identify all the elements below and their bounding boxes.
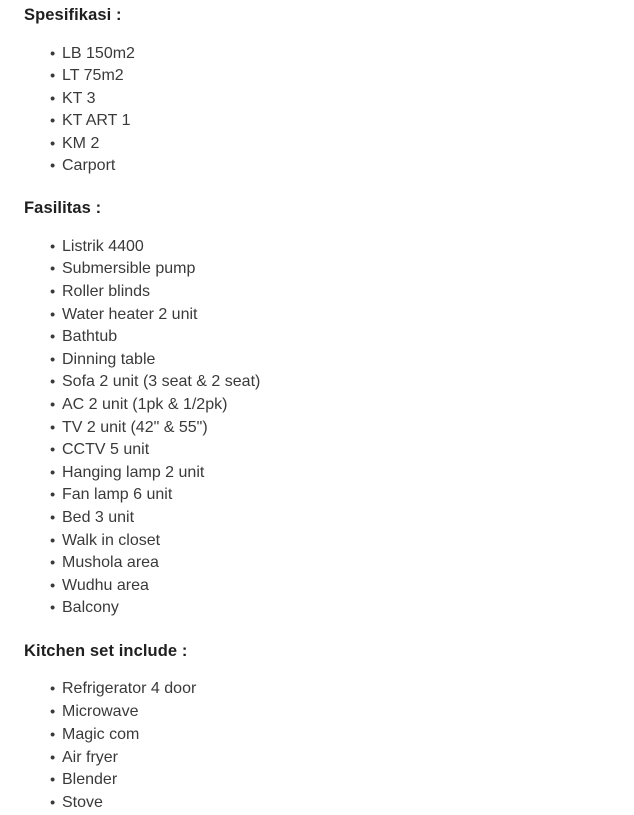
list-item-label: AC 2 unit (1pk & 1/2pk) [62,395,228,413]
list-item-label: Stove [62,794,103,812]
section-title-spesifikasi: Spesifikasi : [24,6,122,24]
spacer [24,220,610,236]
bullet-icon: • [50,67,56,85]
list-item-label: Water heater 2 unit [62,305,198,323]
list-item-label: Walk in closet [62,531,161,549]
list-item-label: Fan lamp 6 unit [62,486,173,504]
list-item [24,574,610,597]
bullet-icon: • [50,238,56,256]
list-item-label: Roller blinds [62,283,151,301]
bullet-icon: • [50,283,56,301]
list-item [24,371,610,394]
bullet-icon: • [50,328,56,346]
bullet-icon: • [50,771,56,789]
bullet-icon: • [50,306,56,324]
section-spesifikasi [24,4,610,177]
spacer [24,26,610,42]
list-item [24,416,610,439]
list-item [24,678,610,701]
list-item-label: Balcony [62,599,119,617]
list-item-label: Submersible pump [62,260,196,278]
bullet-icon: • [50,554,56,572]
list-item [24,42,610,65]
list-item-label: Hanging lamp 2 unit [62,463,205,481]
spacer [24,620,610,640]
bullet-icon: • [50,703,56,721]
bullet-icon: • [50,532,56,550]
section-kitchen-set [24,640,610,815]
bullet-icon: • [50,351,56,369]
list-item-label: Mushola area [62,554,159,572]
list-item [24,723,610,746]
list-item [24,597,610,620]
list-item-label: CCTV 5 unit [62,441,150,459]
bullet-icon: • [50,157,56,175]
list-item [24,326,610,349]
list-item [24,746,610,769]
list-item-label: Wudhu area [62,576,149,594]
list-item-label: Bathtub [62,328,118,346]
bullet-icon: • [50,419,56,437]
bullet-icon: • [50,260,56,278]
list-item [24,236,610,259]
list-item-label: Listrik 4400 [62,237,144,255]
list-item [24,110,610,133]
list-item [24,65,610,88]
bullet-icon: • [50,509,56,527]
section-title-fasilitas: Fasilitas : [24,199,102,218]
bullet-icon: • [50,749,56,767]
list-item [24,507,610,530]
list-item-label: KT 3 [62,89,96,107]
bullet-icon: • [50,726,56,744]
list-item-label: Magic com [62,725,140,743]
list-item [24,529,610,552]
kitchen-set-list [24,678,610,815]
spacer [24,662,610,678]
list-item [24,155,610,178]
list-item-label: KT ART 1 [62,112,131,130]
list-item-label: KM 2 [62,134,100,152]
bullet-icon: • [50,464,56,482]
list-item [24,792,610,815]
list-item [24,461,610,484]
spesifikasi-list [24,42,610,177]
bullet-icon: • [50,112,56,130]
bullet-icon: • [50,441,56,459]
list-item-label: Bed 3 unit [62,508,135,526]
bullet-icon: • [50,486,56,504]
bullet-icon: • [50,794,56,812]
list-item [24,349,610,372]
list-item-label: Microwave [62,703,139,721]
bullet-icon: • [50,45,56,63]
list-item [24,484,610,507]
list-item-label: Blender [62,771,118,789]
list-item [24,552,610,575]
list-item-label: Carport [62,157,116,175]
list-item-label: Dinning table [62,350,156,368]
list-item-label: TV 2 unit (42" & 55") [62,418,208,436]
list-item [24,701,610,724]
fasilitas-list [24,236,610,620]
list-item [24,258,610,281]
list-item [24,394,610,417]
list-item [24,281,610,304]
list-item-label: LT 75m2 [62,67,124,85]
list-item-label: Sofa 2 unit (3 seat & 2 seat) [62,373,261,391]
list-item [24,87,610,110]
spacer [24,177,610,197]
bullet-icon: • [50,373,56,391]
list-item [24,303,610,326]
list-item [24,439,610,462]
bullet-icon: • [50,577,56,595]
bullet-icon: • [50,90,56,108]
bullet-icon: • [50,396,56,414]
section-fasilitas [24,197,610,619]
list-item-label: LB 150m2 [62,44,135,62]
list-item [24,132,610,155]
list-item-label: Refrigerator 4 door [62,680,197,698]
bullet-icon: • [50,135,56,153]
section-title-kitchen-set: Kitchen set include : [24,641,188,660]
bullet-icon: • [50,680,56,698]
list-item-label: Air fryer [62,748,118,766]
list-item [24,769,610,792]
bullet-icon: • [50,599,56,617]
